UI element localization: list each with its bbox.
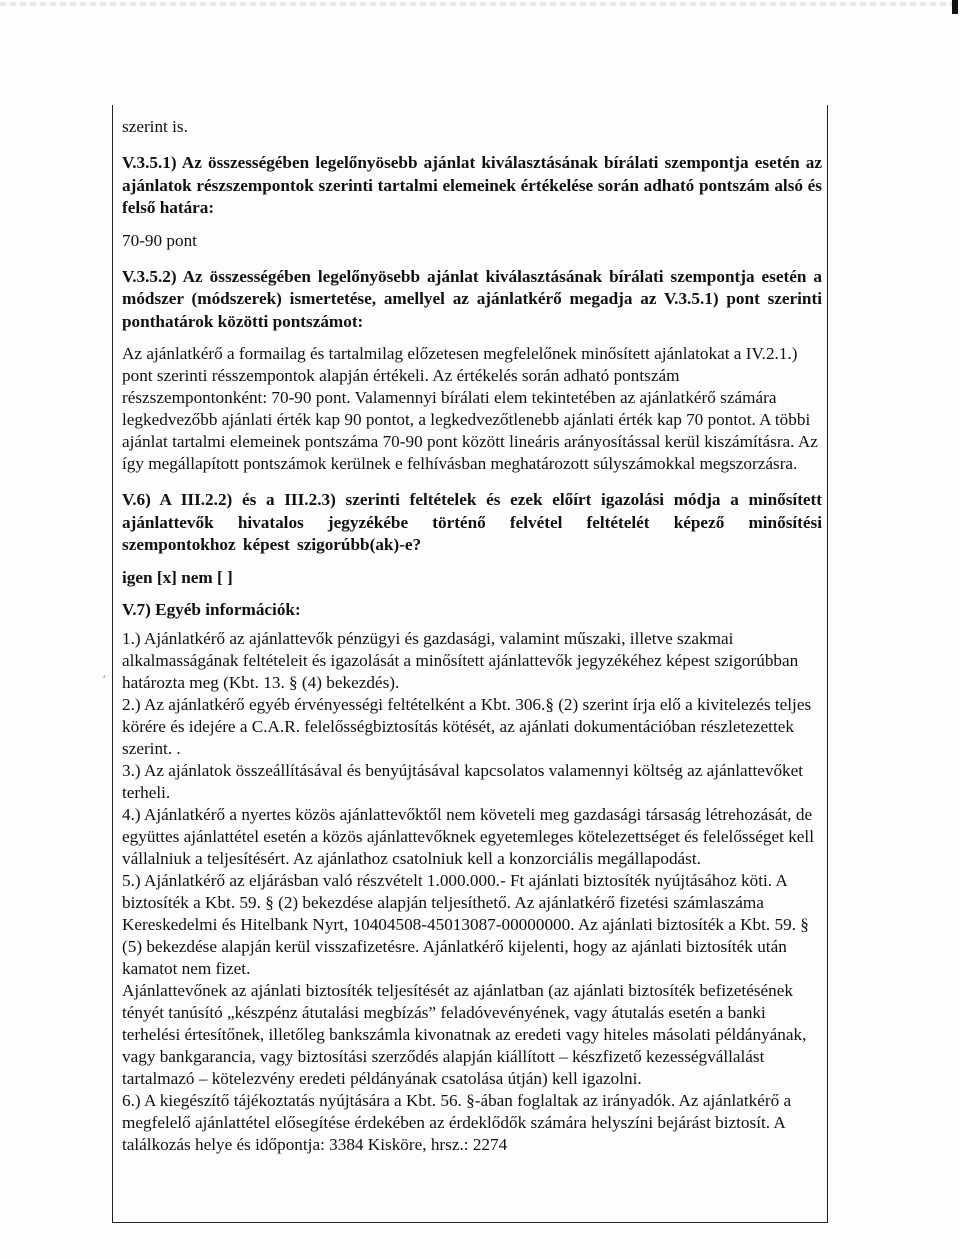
- section-v7-heading: V.7) Egyéb információk:: [122, 600, 301, 619]
- section-v352-body: Az ajánlatkérő a formailag és tartalmilag előzetesen megfelelőnek minősített ajánlatokat a IV.2.1.) pont szerinti résszempontok alapján értékeli. Az értékelés során adható pontszám részszempontonként: 70-90 pont. Valamennyi bírálati elem tekintetében az ajánlatkérő számára legkedvezőbb ajánlati érték kap 90 pontot, a legkedvezőtlenebb ajánlati érték kap 70 pontot. A többi ajánlat tartalmi elemeinek pontszáma 70-90 pont között lineáris arányosítással kerül kiszámításra. Az így megállapított pontszámok kerülnek e felhívásban meghatározott súlyszámokkal megszorzásra.: [122, 344, 818, 473]
- list-item: 4.) Ajánlatkérő a nyertes közös ajánlattevőktől nem követeli meg gazdasági társaság létrehozását, de együttes ajánlattétel esetén a közös ajánlattevőknek egyetemleges kötelezettséget és felelősséget kell vállalniuk a teljesítésért. Az ajánlathoz csatolniuk kell a konzorciális megállapodást.: [122, 804, 814, 868]
- list-item: Ajánlattevőnek az ajánlati biztosíték teljesítését az ajánlatban (az ajánlati biztosíték befizetésének tényét tanúsító „készpénz átutalási megbízás” feladóvevényének, vagy átutalás esetén a banki terhelési értesítőnek, illetőleg bankszámla kivonatnak az eredeti vagy hiteles másolati példányának, vagy bankgarancia, vagy biztosítási szerződés alapján kiállított – készfizető kezességvállalást tartalmazó – kötelezvény eredeti példányának csatolása útján) kell igazolni.: [122, 980, 807, 1088]
- section-v352-heading: V.3.5.2) Az összességében legelőnyösebb ajánlat kiválasztásának bírálati szempontja esetén a módszer (módszerek) ismertetése, amellyel az ajánlatkérő megadja az V.3.5.1) pont szerinti ponthatárok közötti pontszámot:: [122, 266, 822, 331]
- list-item: 5.) Ajánlatkérő az eljárásban való részvételt 1.000.000.- Ft ajánlati biztosíték nyújtásához köti. A biztosíték a Kbt. 59. § (2) bekezdése alapján teljesíthető. Az ajánlatkérő fizetési számlaszáma Kereskedelmi és Hitelbank Nyrt, 10404508-45013087-00000000. Az ajánlati biztosíték a Kbt. 59. § (5) bekezdése alapján kerül visszafizetésre. Ajánlatkérő kijelenti, hogy az ajánlati biztosíték után kamatot nem fizet.: [122, 870, 809, 978]
- scan-top-edge: [0, 2, 960, 6]
- intro-line: szerint is.: [122, 117, 188, 136]
- list-item: 3.) Az ajánlatok összeállításával és benyújtásával kapcsolatos valamennyi költség az ajánlattevőket terheli.: [122, 760, 804, 802]
- section-v351-value: 70-90 pont: [122, 230, 197, 250]
- list-item: 2.) Az ajánlatkérő egyéb érvényességi feltételként a Kbt. 306.§ (2) szerint írja elő a kivitelezés teljes körére és idejére a C.A.R. felelősségbiztosítás kötését, az ajánlati dokumentációban részletezettek szerint. .: [122, 694, 812, 758]
- scan-corner-mark: [952, 0, 958, 14]
- list-item: 6.) A kiegészítő tájékoztatás nyújtására a Kbt. 56. §-ában foglaltak az irányadók. Az ajánlatkérő a megfelelő ajánlattétel elősegítése érdekében az érdeklődők számára helyszíni bejárást biztosít. A találkozás helye és időpontja: 3384 Kisköre, hrsz.: 2274: [122, 1090, 792, 1154]
- section-v351-heading: V.3.5.1) Az összességében legelőnyösebb ajánlat kiválasztásának bírálati szempontja esetén az ajánlatok részszempontok szerinti tartalmi elemeinek értékelése során adható pontszám alsó és felső határa:: [122, 153, 822, 217]
- section-v6-answer: igen [x] nem [ ]: [122, 567, 233, 587]
- section-v6-heading: V.6) A III.2.2) és a III.2.3) szerinti feltételek és ezek előírt igazolási módja a minősített ajánlattevők hivatalos jegyzékébe történő felvétel feltételét képező minősítési szempontokhoz képest szigorúbb(ak)-e?: [122, 490, 822, 554]
- margin-mark: ′: [103, 672, 106, 686]
- document-body: [122, 116, 822, 1156]
- list-item: 1.) Ajánlatkérő az ajánlattevők pénzügyi és gazdasági, valamint műszaki, illetve szakmai alkalmasságának feltételeit és igazolását a minősített ajánlattevők jegyzékéhez képest szigorúbban határozta meg (Kbt. 13. § (4) bekezdés).: [122, 628, 799, 692]
